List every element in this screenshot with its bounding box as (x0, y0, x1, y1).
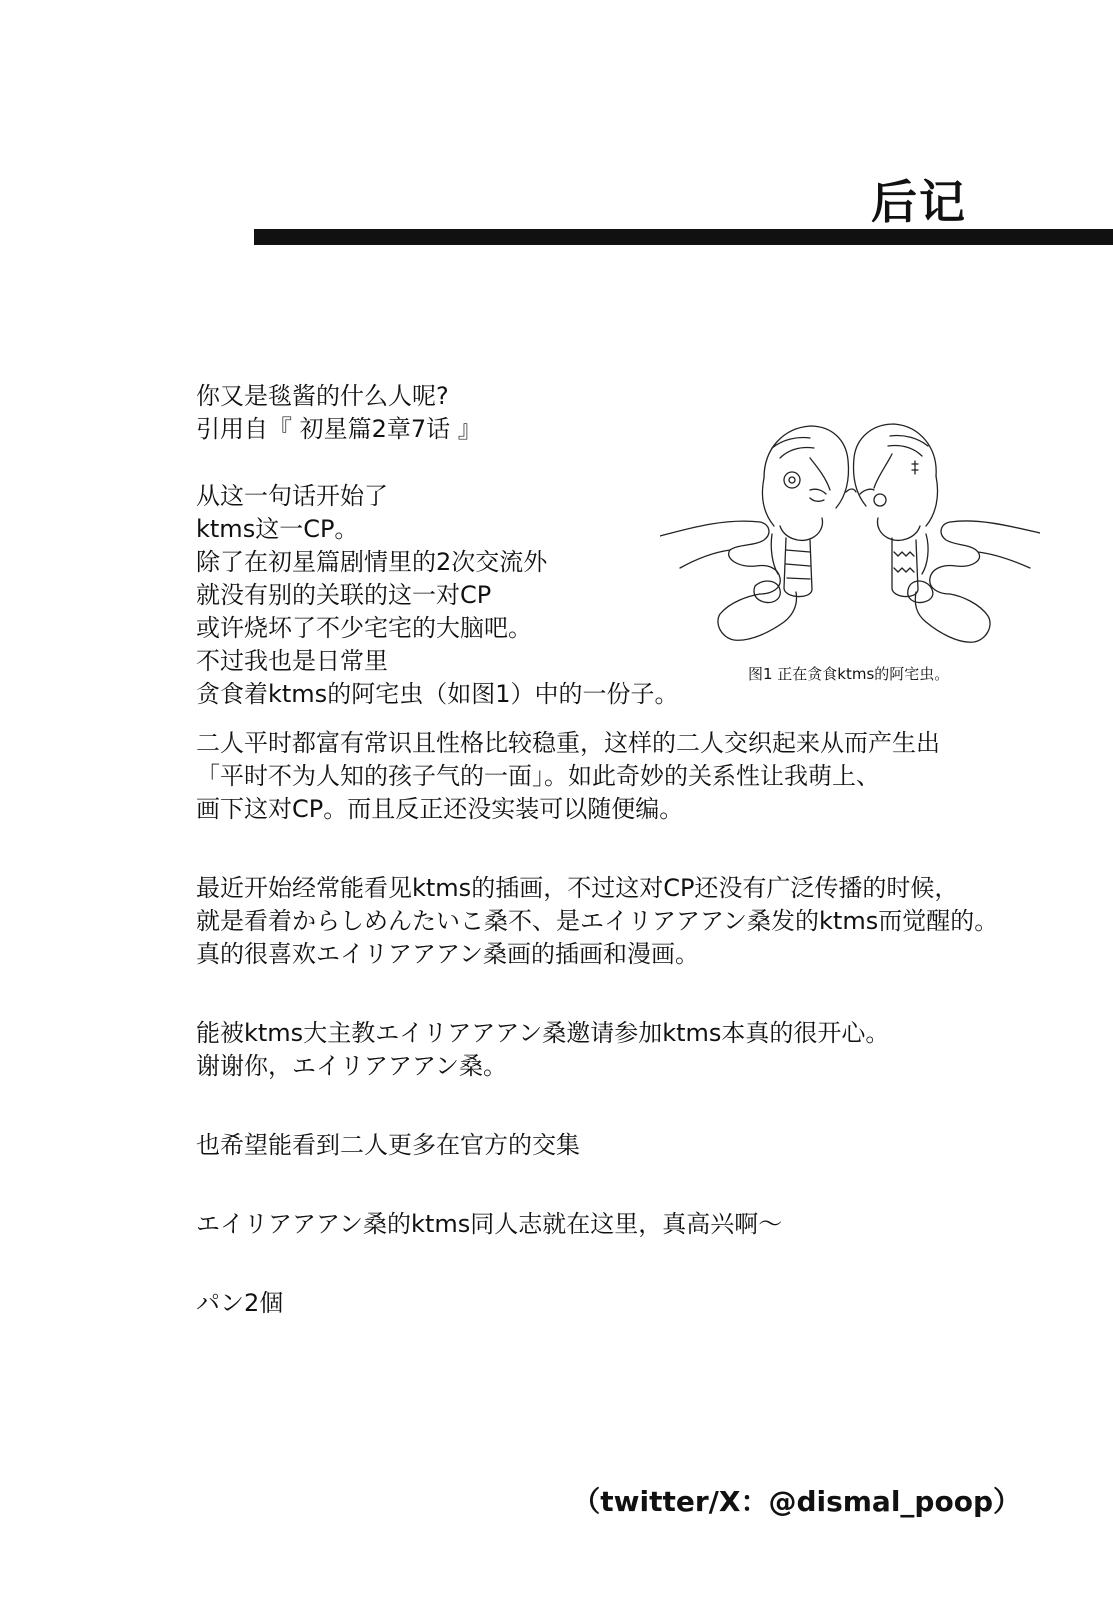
paragraph-relationship (196, 727, 1076, 826)
paragraph-recent (196, 872, 1076, 971)
text-line: 从这一句话开始了 (196, 482, 388, 510)
paragraph-hope (196, 1129, 1076, 1162)
paragraph-happy (196, 1208, 1076, 1241)
text-line: 能被ktms大主教エイリアアアン桑邀请参加ktms本真的很开心。 (196, 1019, 890, 1047)
paragraph-thanks (196, 1017, 1076, 1083)
text-line: 就是看着からしめんたいこ桑不、是エイリアアアン桑发的ktms而觉醒的。 (196, 907, 999, 935)
text-line: 也希望能看到二人更多在官方的交集 (196, 1131, 580, 1159)
text-line: ktms这一CP。 (196, 515, 359, 543)
text-line: 你又是毯酱的什么人呢? (196, 382, 449, 410)
text-line: エイリアアアン桑的ktms同人志就在这里，真高兴啊～ (196, 1210, 783, 1238)
text-line: 谢谢你，エイリアアアン桑。 (196, 1052, 508, 1080)
text-line: 贪食着ktms的阿宅虫（如图1）中的一份子。 (196, 680, 679, 708)
author-signature (196, 1287, 1076, 1320)
text-line: 除了在初星篇剧情里的2次交流外 (196, 548, 548, 576)
text-line: 最近开始经常能看见ktms的插画，不过这对CP还没有广泛传播的时候， (196, 874, 959, 902)
text-line: 引用自『 初星篇2章7话 』 (196, 415, 482, 443)
text-line: 真的很喜欢エイリアアアン桑画的插画和漫画。 (196, 940, 700, 968)
text-line: 二人平时都富有常识且性格比较稳重，这样的二人交织起来从而产生出 (196, 729, 940, 757)
text-line: 或许烧坏了不少宅宅的大脑吧。 (196, 614, 532, 642)
text-line: 就没有别的关联的这一对CP (196, 581, 492, 609)
figure-1-illustration (660, 418, 1040, 653)
figure-caption: 图1 正在贪食ktms的阿宅虫。 (748, 665, 950, 683)
text-line: 画下这对CP。而且反正还没实装可以随便编。 (196, 795, 684, 823)
page-title: 后记 (871, 175, 967, 229)
text-line: 「平时不为人知的孩子气的一面」。如此奇妙的关系性让我萌上、 (196, 762, 880, 790)
title-underline (254, 229, 1113, 245)
text-line: パン2個 (196, 1289, 284, 1317)
author-social-handle: （twitter/X：@dismal_poop） (572, 1485, 1021, 1518)
text-line: 不过我也是日常里 (196, 647, 388, 675)
